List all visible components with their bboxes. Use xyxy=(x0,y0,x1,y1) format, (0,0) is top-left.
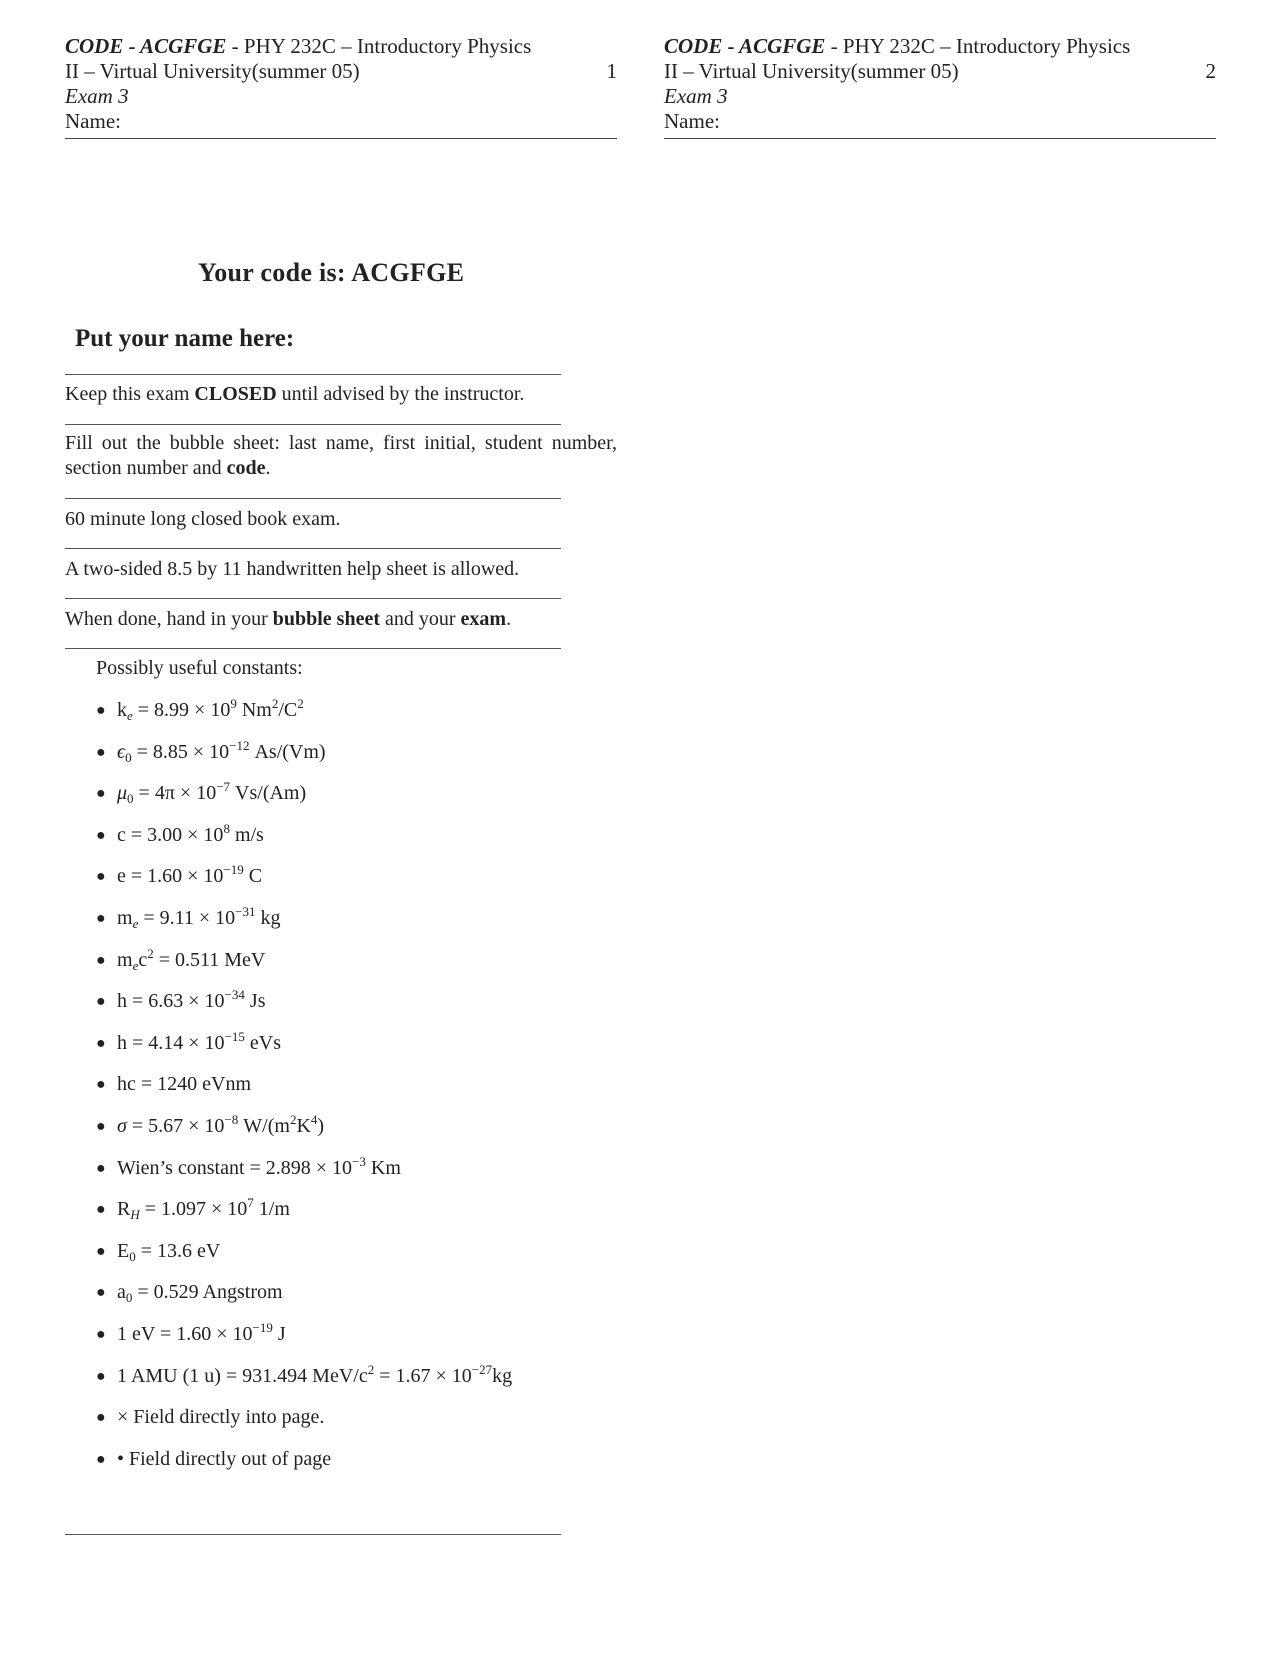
page-header-right xyxy=(664,34,1216,139)
header-title-line xyxy=(65,34,617,59)
const-exponent: −15 xyxy=(224,1028,245,1044)
bullet-icon: ● xyxy=(96,868,106,886)
const-symbol: k xyxy=(117,699,127,721)
header-course-line2-row xyxy=(664,59,1216,84)
const-exponent: −19 xyxy=(252,1319,273,1335)
const-unit-exponent: 2 xyxy=(297,696,304,711)
instruction-text: Keep this exam xyxy=(65,383,195,405)
const-value: = 5.67 × 10 xyxy=(126,1114,225,1137)
const-value: h = 4.14 × 10 xyxy=(117,1031,225,1054)
bullet-icon: ● xyxy=(96,951,106,969)
const-exponent: −19 xyxy=(223,862,244,878)
header-course-line1: - PHY 232C – Introductory Physics xyxy=(825,34,1131,58)
constant-rh xyxy=(96,1189,512,1231)
instruction-help-sheet: A two-sided 8.5 by 11 handwritten help sheet is allowed. xyxy=(65,558,520,580)
divider xyxy=(65,374,561,375)
const-symbol: ϵ xyxy=(117,740,126,763)
const-unit: 1/m xyxy=(253,1198,290,1221)
constant-c xyxy=(96,815,512,857)
header-title-line xyxy=(664,34,1216,59)
const-exponent: 2 xyxy=(147,945,154,961)
instruction-bubble xyxy=(65,431,617,481)
header-code-label: CODE - ACGFGE xyxy=(65,34,227,58)
instruction-text: Fill out the bubble sheet: last name, first initial, student number, section number and xyxy=(65,432,617,479)
instruction-bold: code xyxy=(226,457,266,479)
constant-mec2 xyxy=(96,940,512,982)
const-value: c = 3.00 × 10 xyxy=(117,823,224,846)
const-unit-exponent: 4 xyxy=(310,1111,318,1127)
instruction-closed xyxy=(65,382,617,407)
constants-list xyxy=(96,690,512,1480)
const-unit: Js xyxy=(244,990,266,1013)
const-symbol: a xyxy=(117,1281,126,1304)
const-value: = 8.85 × 10 xyxy=(131,740,230,763)
instruction-text: When done, hand in your xyxy=(65,608,273,630)
constant-h-evs xyxy=(96,1023,512,1065)
const-value: e = 1.60 × 10 xyxy=(117,865,224,888)
divider xyxy=(65,498,561,499)
const-subscript: 0 xyxy=(129,1248,136,1264)
const-exponent: 7 xyxy=(247,1195,254,1211)
divider xyxy=(65,424,561,425)
const-unit: eVs xyxy=(244,1031,282,1054)
header-exam: Exam 3 xyxy=(664,84,728,108)
const-exponent: −31 xyxy=(235,903,256,919)
note-text: × Field directly into page. xyxy=(117,1406,325,1429)
bullet-icon: ● xyxy=(96,1117,106,1135)
const-value: = 8.99 × 10 xyxy=(132,699,231,721)
const-value: = 13.6 eV xyxy=(135,1239,221,1262)
const-unit: K xyxy=(296,1114,311,1137)
code-title: Your code is: ACGFGE xyxy=(198,258,465,287)
page-number: 2 xyxy=(1205,59,1216,83)
const-symbol: μ xyxy=(117,782,128,805)
instruction-hand-in xyxy=(65,607,617,632)
const-subscript: 0 xyxy=(125,1290,133,1306)
const-unit-exponent: 2 xyxy=(289,1111,297,1127)
const-exponent: −3 xyxy=(352,1153,366,1169)
note-field-into-page xyxy=(96,1397,512,1439)
bullet-icon: ● xyxy=(96,826,106,844)
constant-amu xyxy=(96,1356,512,1398)
const-unit: Nm xyxy=(236,699,272,721)
constant-a0 xyxy=(96,1272,512,1314)
bullet-icon: ● xyxy=(96,1159,106,1177)
bullet-icon: ● xyxy=(96,1076,106,1094)
instruction-bold: exam xyxy=(460,608,507,630)
bullet-icon: ● xyxy=(96,702,106,719)
divider xyxy=(65,598,561,599)
put-name-heading: Put your name here: xyxy=(75,325,295,352)
const-value: = 1.67 × 10 xyxy=(374,1364,472,1387)
const-unit: ) xyxy=(317,1114,325,1137)
page-number: 1 xyxy=(606,59,617,83)
const-exponent: 2 xyxy=(367,1361,375,1377)
divider xyxy=(65,1534,561,1535)
header-course-line1: - PHY 232C – Introductory Physics xyxy=(226,34,532,58)
constants-title: Possibly useful constants: xyxy=(96,657,303,679)
const-symbol: σ xyxy=(117,1114,127,1137)
const-value: 1 AMU (1 u) = 931.494 MeV/c xyxy=(117,1364,368,1387)
const-unit: As/(Vm) xyxy=(249,740,326,763)
bullet-icon: ● xyxy=(96,743,106,761)
bullet-icon: ● xyxy=(96,909,106,927)
instruction-text: . xyxy=(506,608,512,630)
constant-sigma xyxy=(96,1106,512,1148)
note-field-out-of-page xyxy=(96,1439,512,1481)
const-symbol: m xyxy=(117,948,133,971)
bullet-icon: ● xyxy=(96,785,106,803)
instruction-text: until advised by the instructor. xyxy=(276,383,525,405)
instruction-text: . xyxy=(265,457,271,479)
const-symbol: E xyxy=(117,1239,130,1262)
constant-hc xyxy=(96,1064,512,1106)
const-subscript: e xyxy=(127,708,133,723)
divider xyxy=(65,548,561,549)
const-subscript: e xyxy=(132,915,139,931)
instruction-text: and your xyxy=(379,608,461,630)
header-code-label: CODE - ACGFGE xyxy=(664,34,826,58)
bullet-icon: ● xyxy=(96,1409,106,1427)
bullet-icon: ● xyxy=(96,1450,106,1468)
const-subscript: H xyxy=(130,1207,140,1223)
note-text: • Field directly out of page xyxy=(117,1447,332,1470)
constant-e xyxy=(96,856,512,898)
const-value: 1 eV = 1.60 × 10 xyxy=(117,1322,253,1345)
const-subscript: 0 xyxy=(127,791,134,807)
page-header-left xyxy=(65,34,617,139)
const-value: = 9.11 × 10 xyxy=(138,906,236,929)
const-exponent: −12 xyxy=(229,737,250,753)
header-course-line2: II – Virtual University(summer 05) xyxy=(664,59,959,83)
constant-h-js xyxy=(96,981,512,1023)
bullet-icon: ● xyxy=(96,1201,106,1219)
const-symbol: m xyxy=(117,906,133,929)
bullet-icon: ● xyxy=(96,1034,106,1052)
const-exponent: −7 xyxy=(216,779,231,795)
const-unit-exponent: 2 xyxy=(271,696,279,711)
constant-wien xyxy=(96,1148,512,1190)
const-unit: kg xyxy=(255,906,281,929)
const-unit: J xyxy=(272,1322,286,1345)
bullet-icon: ● xyxy=(96,1242,106,1260)
const-exponent: 9 xyxy=(230,696,237,711)
bullet-icon: ● xyxy=(96,1325,106,1343)
bullet-icon: ● xyxy=(96,1367,106,1385)
const-unit: C xyxy=(243,865,263,888)
const-unit: m/s xyxy=(229,823,264,846)
header-name-label: Name: xyxy=(65,109,121,133)
header-name-label: Name: xyxy=(664,109,720,133)
header-exam: Exam 3 xyxy=(65,84,129,108)
const-value: = 0.529 Angstrom xyxy=(132,1281,283,1304)
const-exponent: −27 xyxy=(471,1361,493,1377)
instruction-bold: CLOSED xyxy=(194,383,277,405)
const-value: = 1.097 × 10 xyxy=(139,1198,248,1221)
const-unit: kg xyxy=(492,1364,513,1387)
const-subscript: e xyxy=(132,957,139,973)
const-symbol: R xyxy=(117,1198,131,1221)
divider xyxy=(65,648,561,649)
instruction-duration: 60 minute long closed book exam. xyxy=(65,508,341,530)
constant-eps0 xyxy=(96,732,512,774)
const-value: = 4π × 10 xyxy=(133,782,217,805)
instruction-bold: bubble sheet xyxy=(272,608,380,630)
const-subscript: 0 xyxy=(125,749,132,765)
bullet-icon: ● xyxy=(96,1284,106,1302)
const-exponent: 8 xyxy=(223,820,230,836)
header-course-line2-row xyxy=(65,59,617,84)
const-value: Wien’s constant = 2.898 × 10 xyxy=(117,1156,353,1179)
const-unit: Vs/(Am) xyxy=(230,782,307,805)
const-unit: /C xyxy=(278,699,298,721)
const-symbol: c xyxy=(138,948,148,971)
const-value: hc = 1240 eVnm xyxy=(117,1073,252,1096)
const-exponent: −8 xyxy=(224,1111,239,1127)
const-unit: Km xyxy=(365,1156,401,1179)
const-unit: W/(m xyxy=(238,1114,290,1137)
const-value: = 0.511 MeV xyxy=(153,948,266,971)
const-exponent: −34 xyxy=(224,987,245,1003)
constant-me xyxy=(96,898,512,940)
bullet-icon: ● xyxy=(96,993,106,1011)
constant-ev xyxy=(96,1314,512,1356)
constant-ke xyxy=(96,690,512,732)
constant-mu0 xyxy=(96,773,512,815)
constant-e0 xyxy=(96,1231,512,1273)
header-course-line2: II – Virtual University(summer 05) xyxy=(65,59,360,83)
const-value: h = 6.63 × 10 xyxy=(117,990,225,1013)
